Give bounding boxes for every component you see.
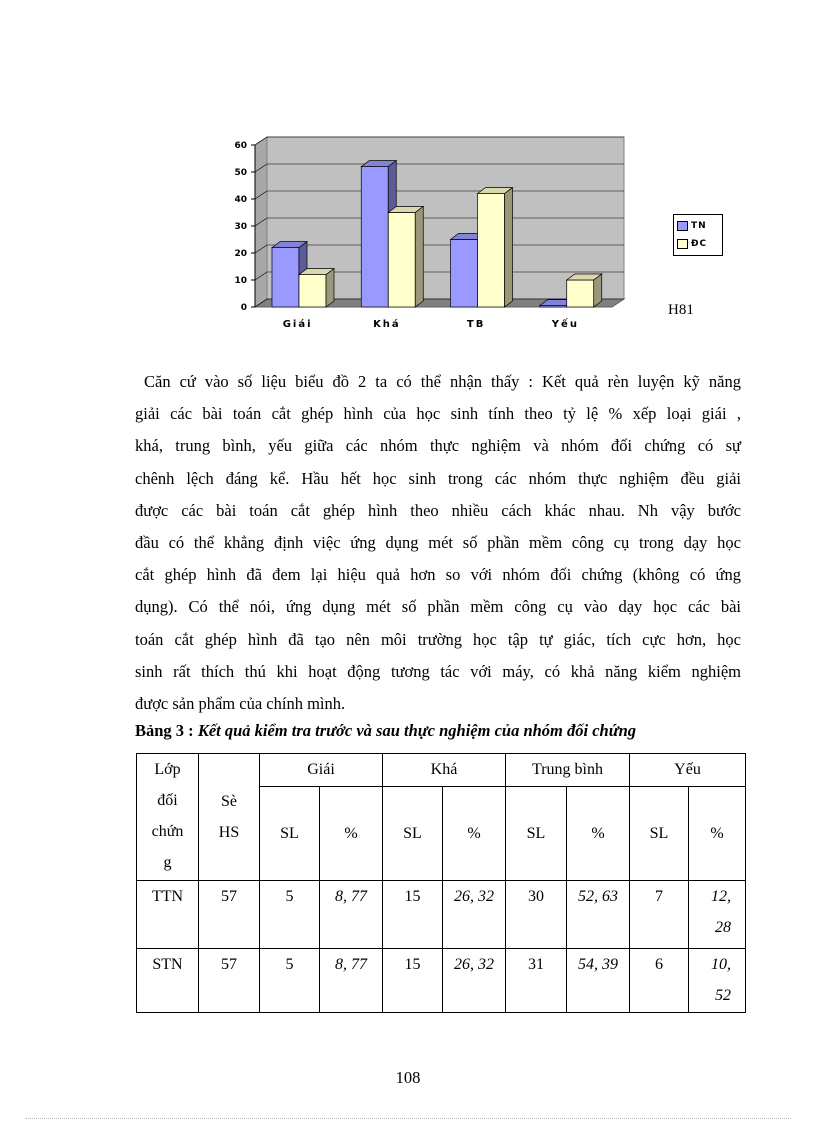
- bar-đc: [478, 194, 505, 307]
- legend-item-dc: [677, 238, 707, 250]
- bar-side: [505, 188, 513, 307]
- y-tick-label: 30: [234, 222, 247, 232]
- para-line: cắt ghép hình đã đem lại hiệu quả hơn so với nhóm đối chứng (không có ứng: [135, 565, 741, 585]
- header-text: chứn: [151, 823, 184, 840]
- legend-item-tn: [677, 220, 707, 232]
- subheader-pct: %: [443, 787, 506, 881]
- para-line: toán cắt ghép hình đã tạo nên môi trường học tập tự giác, tích cực hơn, học: [135, 629, 741, 649]
- para-line: giải các bài toán cắt ghép hình của học sinh tính theo tỷ lệ % xếp loại giái ,: [135, 404, 741, 424]
- caption-label: Bảng 3 :: [135, 721, 194, 740]
- bar-tn: [272, 248, 299, 307]
- legend-swatch-tn: [677, 221, 688, 231]
- subheader-sl: SL: [506, 787, 567, 881]
- header-kha: Khá: [383, 754, 506, 787]
- y-tick-label: 20: [234, 249, 247, 259]
- cell-gioi-sl: 5: [260, 949, 320, 1013]
- cell-gioi-sl: 5: [260, 881, 320, 949]
- cell-yeu-pct: [689, 881, 746, 949]
- bar-đc: [567, 280, 594, 307]
- x-tick-label: Yếu: [551, 319, 579, 330]
- cell-student-count: 57: [199, 949, 260, 1013]
- cell-class: TTN: [137, 881, 199, 949]
- figure-label: H81: [668, 302, 694, 318]
- cell-class: STN: [137, 949, 199, 1013]
- x-tick-label: Khá: [373, 319, 401, 330]
- header-gioi: Giái: [260, 754, 383, 787]
- subheader-sl: SL: [383, 787, 443, 881]
- header-text: HS: [218, 824, 240, 841]
- chart-legend: [673, 214, 723, 256]
- cell-text: 12,: [711, 888, 731, 905]
- caption-text: Kết quả kiểm tra trước và sau thực nghiệm của nhóm đối chứng: [197, 721, 637, 740]
- y-tick-label: 60: [234, 141, 247, 151]
- table-caption: [135, 721, 636, 741]
- bar-side: [415, 207, 423, 308]
- legend-label-dc: ĐC: [691, 239, 708, 249]
- header-class: [137, 754, 199, 881]
- subheader-pct: %: [567, 787, 630, 881]
- para-line: Căn cứ vào số liệu biểu đồ 2 ta có thể nhận thấy : Kết quả rèn luyện kỹ năng: [144, 372, 741, 391]
- para-line: sinh rất thích thú khi hoạt động tương tác với máy, có khả năng kiểm nghiệm: [135, 661, 741, 681]
- cell-yeu-sl: 6: [630, 949, 689, 1013]
- legend-label-tn: TN: [691, 221, 707, 231]
- bottom-divider: [25, 1118, 791, 1119]
- header-text: đối: [157, 792, 178, 809]
- bar-tn: [451, 240, 478, 308]
- para-line: đầu có thể khẳng định việc ứng dụng mét số phần mềm công cụ trong dạy học: [135, 533, 741, 553]
- bar-side: [326, 269, 334, 307]
- cell-text: 52: [715, 987, 731, 1004]
- bar-side: [594, 274, 602, 307]
- page-number: 108: [395, 1068, 421, 1087]
- subheader-pct: %: [320, 787, 383, 881]
- table-row: [137, 949, 746, 1013]
- cell-kha-pct: 26, 32: [443, 881, 506, 949]
- bar-đc: [388, 213, 415, 308]
- cell-kha-sl: 15: [383, 949, 443, 1013]
- y-tick-label: 40: [234, 195, 247, 205]
- para-line: được sản phẩm của chính mình.: [135, 694, 346, 714]
- bar-chart: [220, 128, 640, 338]
- cell-text: 10,: [711, 956, 731, 973]
- cell-yeu-sl: 7: [630, 881, 689, 949]
- bar-đc: [299, 275, 326, 307]
- cell-text: 28: [715, 919, 731, 936]
- x-tick-label: TB: [466, 319, 486, 330]
- cell-student-count: 57: [199, 881, 260, 949]
- legend-swatch-dc: [677, 239, 688, 249]
- table-header-row: [137, 754, 746, 787]
- cell-kha-sl: 15: [383, 881, 443, 949]
- bar-tn: [361, 167, 388, 307]
- cell-tb-pct: 54, 39: [567, 949, 630, 1013]
- cell-tb-sl: 31: [506, 949, 567, 1013]
- header-trung-binh: Trung bình: [506, 754, 630, 787]
- cell-kha-pct: 26, 32: [443, 949, 506, 1013]
- y-tick-label: 10: [234, 276, 247, 286]
- header-yeu: Yếu: [630, 754, 746, 787]
- para-line: khá, trung bình, yếu giữa các nhóm thực nghiệm và nhóm đối chứng có sự: [135, 436, 741, 456]
- para-line: chênh lệch đáng kể. Hầu hết học sinh trong các nhóm thực nghiệm đều giải: [135, 468, 741, 488]
- y-tick-label: 50: [234, 168, 247, 178]
- header-student-count: [199, 754, 260, 881]
- para-line: được các bài toán cắt ghép hình theo nhiều cách khác nhau. Nh vậy bước: [135, 500, 741, 520]
- subheader-sl: SL: [260, 787, 320, 881]
- header-text: g: [163, 854, 172, 871]
- cell-tb-sl: 30: [506, 881, 567, 949]
- subheader-pct: %: [689, 787, 746, 881]
- subheader-sl: SL: [630, 787, 689, 881]
- body-paragraph: [135, 366, 741, 720]
- table-row: [137, 881, 746, 949]
- y-tick-label: 0: [240, 303, 247, 313]
- cell-gioi-pct: 8, 77: [320, 881, 383, 949]
- cell-yeu-pct: [689, 949, 746, 1013]
- cell-tb-pct: 52, 63: [567, 881, 630, 949]
- results-table: [136, 753, 746, 1013]
- cell-gioi-pct: 8, 77: [320, 949, 383, 1013]
- header-text: Sè: [221, 793, 237, 810]
- header-text: Lớp: [154, 761, 181, 778]
- para-line: dụng). Có thể nói, ứng dụng mét số phần mềm công cụ vào dạy học các bài: [135, 597, 741, 617]
- x-tick-label: Giái: [282, 319, 313, 330]
